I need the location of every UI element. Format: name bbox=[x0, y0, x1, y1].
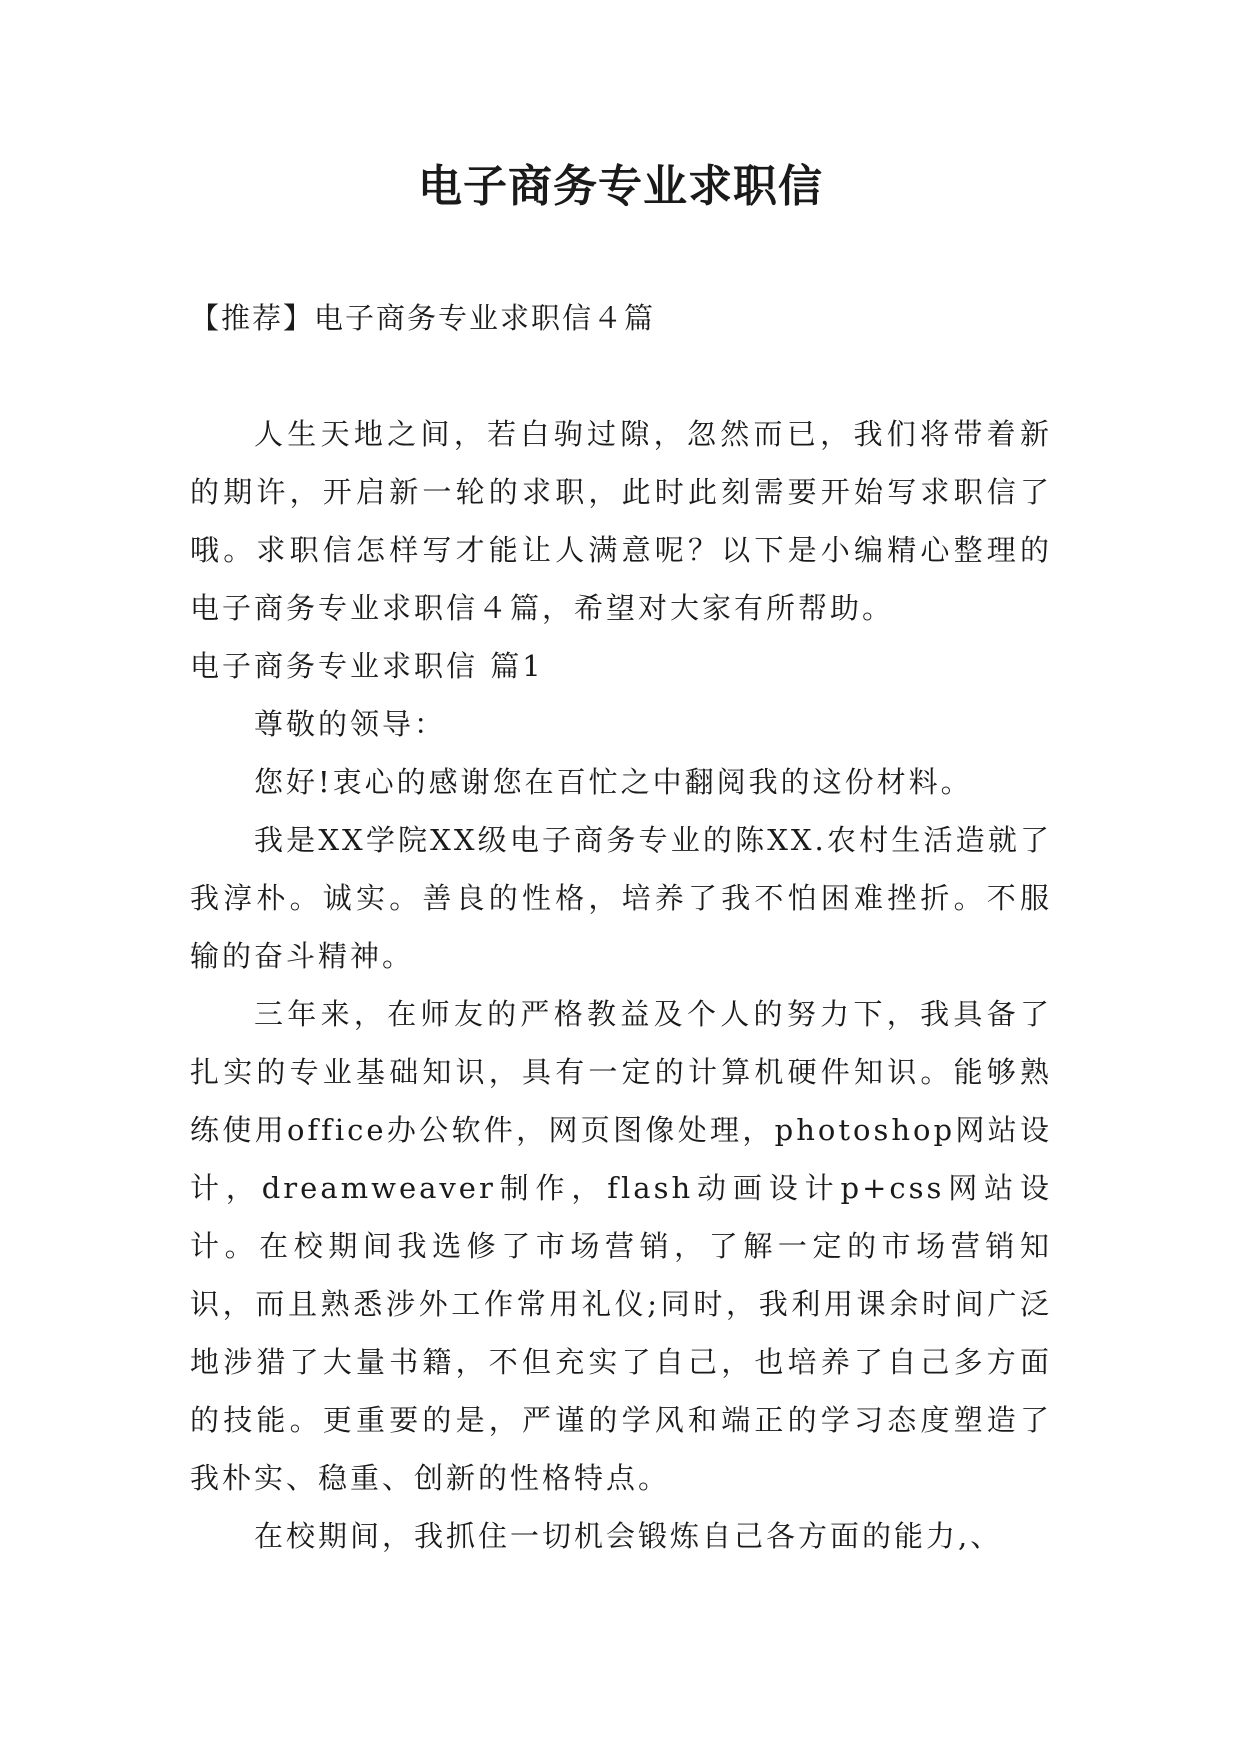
section-heading: 电子商务专业求职信 篇1 bbox=[190, 649, 544, 683]
document-subtitle: 【推荐】电子商务专业求职信４篇 bbox=[190, 301, 656, 335]
paragraph-skills: 三年来，在师友的严格教益及个人的努力下，我具备了扎实的专业基础知识，具有一定的计算机硬件知识。能够熟练使用office办公软件，网页图像处理，photoshop网站设计，dreamweaver制作，flash动画设计p+css网站设计。在校期间我选修了市场营销，了解一定的市场营销知识，而且熟悉涉外工作常用礼仪;同时，我利用课余时间广泛地涉猎了大量书籍，不但充实了自己，也培养了自己多方面的技能。更重要的是，严谨的学风和端正的学习态度塑造了我朴实、稳重、创新的性格特点。 bbox=[190, 997, 1052, 1495]
document-title: 电子商务专业求职信 bbox=[418, 161, 823, 212]
paragraph-campus: 在校期间，我抓住一切机会锻炼自己各方面的能力,、 bbox=[254, 1519, 1003, 1553]
paragraph-greeting: 您好!衷心的感谢您在百忙之中翻阅我的这份材料。 bbox=[254, 765, 973, 799]
document-body bbox=[190, 405, 1052, 1565]
paragraph-self-intro: 我是XX学院XX级电子商务专业的陈XX.农村生活造就了我淳朴。诚实。善良的性格，培养了我不怕困难挫折。不服输的奋斗精神。 bbox=[190, 823, 1052, 973]
paragraph-salutation: 尊敬的领导： bbox=[254, 707, 447, 741]
paragraph-intro: 人生天地之间，若白驹过隙，忽然而已，我们将带着新的期许，开启新一轮的求职，此时此刻需要开始写求职信了哦。求职信怎样写才能让人满意呢？以下是小编精心整理的电子商务专业求职信４篇，希望对大家有所帮助。 bbox=[190, 417, 1052, 625]
